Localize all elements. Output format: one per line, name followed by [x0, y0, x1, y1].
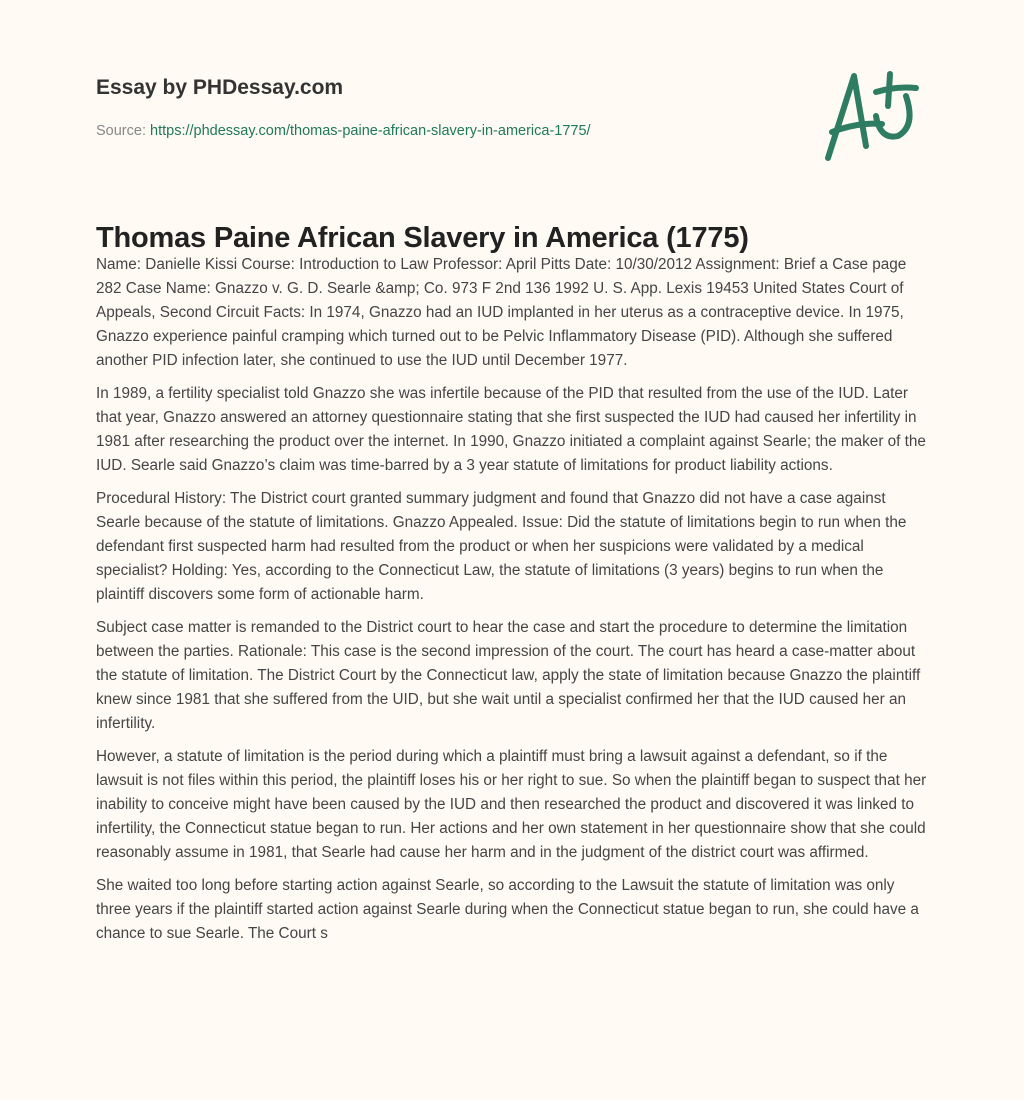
paragraph: In 1989, a fertility specialist told Gnazzo she was infertile because of the PID that resulted from the use of the IUD. Later that year, Gnazzo answered an attorney questionnaire stating that she first suspected the IUD had caused her infertility in 1981 after researching the product over the internet. In 1990, Gnazzo initiated a complaint against Searle; the maker of the IUD. Searle said Gnazzo’s claim was time-barred by a 3 year statute of limitations for product liability actions.: [96, 385, 926, 474]
source-line: [96, 123, 591, 139]
site-brand: Essay by PHDessay.com: [96, 76, 344, 99]
article-body: [96, 253, 932, 955]
source-label: Source:: [96, 123, 146, 139]
paragraph: Subject case matter is remanded to the District court to hear the case and start the procedure to determine the limitation between the parties. Rationale: This case is the second impression of the court. The court has heard a case-matter about the statute of limitation. The District Court by the Connecticut law, apply the state of limitation because Gnazzo the plaintiff knew since 1981 that she suffered from the UID, but she wait until a specialist confirmed her that the IUD caused her an infertility.: [96, 619, 921, 732]
a-plus-logo-icon: [818, 66, 928, 166]
article-title: Thomas Paine African Slavery in America (1775): [96, 222, 749, 254]
source-link[interactable]: https://phdessay.com/thomas-paine-african-slavery-in-america-1775/: [150, 123, 591, 139]
paragraph: However, a statute of limitation is the period during which a plaintiff must bring a lawsuit against a defendant, so if the lawsuit is not files within this period, the plaintiff loses his or her right to sue. So when the plaintiff began to suspect that her inability to conceive might have been caused by the IUD and then researched the product and discovered it was linked to infertility, the Connecticut statue began to run. Her actions and her own statement in her questionnaire show that she could reasonably assume in 1981, that Searle had cause her harm and in the judgment of the district court was affirmed.: [96, 748, 927, 861]
paragraph: She waited too long before starting action against Searle, so according to the Lawsuit the statute of limitation was only three years if the plaintiff started action against Searle during when the Connecticut statue began to run, she could have a chance to sue Searle. The Court s: [96, 877, 919, 942]
paragraph: Procedural History: The District court granted summary judgment and found that Gnazzo did not have a case against Searle because of the statute of limitations. Gnazzo Appealed. Issue: Did the statute of limitations begin to run when the defendant first suspected harm had resulted from the product or when her suspicions were validated by a medical specialist? Holding: Yes, according to the Connecticut Law, the statute of limitations (3 years) begins to run when the plaintiff discovers some form of actionable harm.: [96, 490, 907, 603]
paragraph: Name: Danielle Kissi Course: Introduction to Law Professor: April Pitts Date: 10/30/2012 Assignment: Brief a Case page 282 Case Name: Gnazzo v. G. D. Searle &amp; Co. 973 F 2nd 136 1992 U. S. App. Lexis 19453 United States Court of Appeals, Second Circuit Facts: In 1974, Gnazzo had an IUD implanted in her uterus as a contraceptive device. In 1975, Gnazzo experience painful cramping which turned out to be Pelvic Inflammatory Disease (PID). Although she suffered another PID infection later, she continued to use the IUD until December 1977.: [96, 256, 907, 369]
